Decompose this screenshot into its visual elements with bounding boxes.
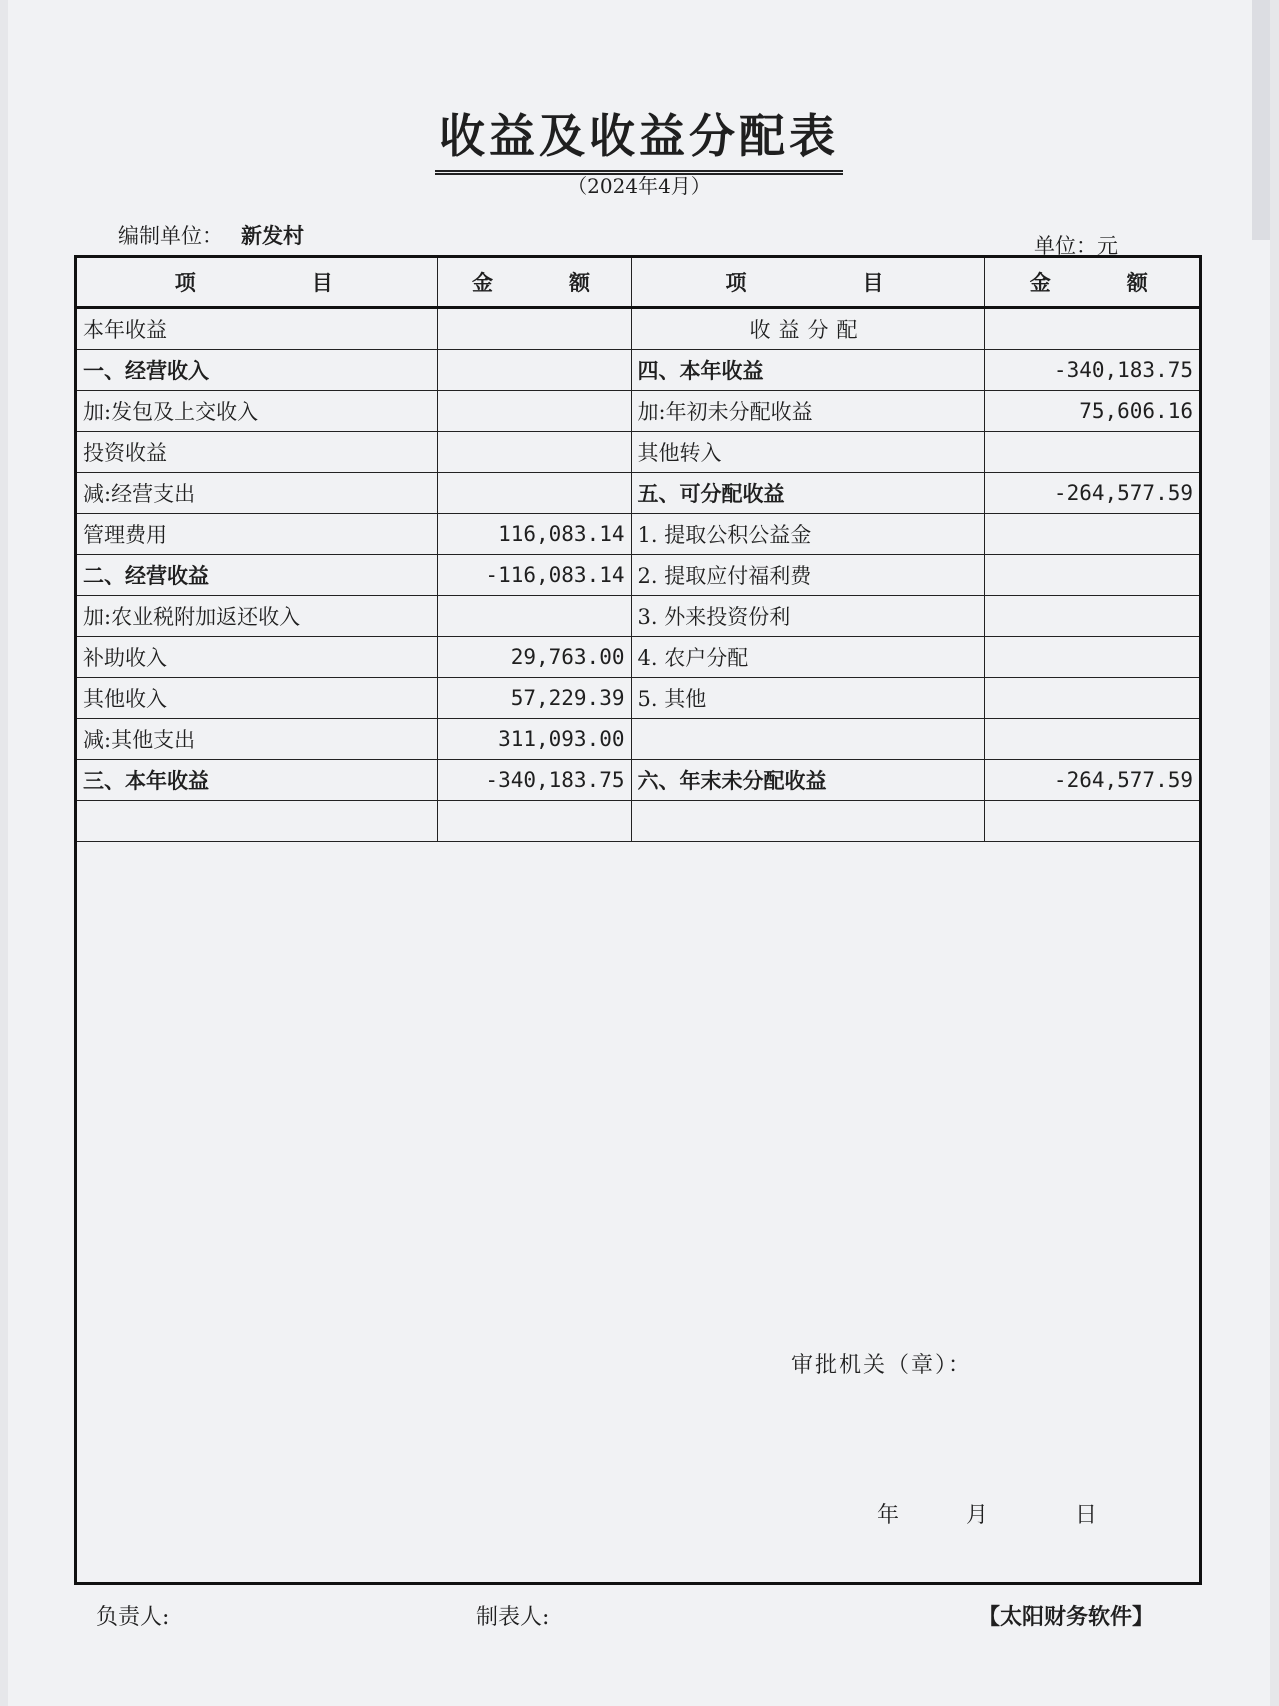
currency-unit: 单位：元 xyxy=(1034,234,1118,258)
left-amount xyxy=(437,391,631,432)
right-amount: 75,606.16 xyxy=(984,391,1199,432)
table-row xyxy=(77,514,1199,555)
left-amount xyxy=(437,432,631,473)
software-label: 【太阳财务软件】 xyxy=(978,1604,1155,1630)
left-amount: 116,083.14 xyxy=(437,514,631,555)
header-amount-left: 金 额 xyxy=(437,258,631,308)
left-amount: -116,083.14 xyxy=(437,555,631,596)
left-item: 减:经营支出 xyxy=(77,473,437,514)
right-amount xyxy=(984,678,1199,719)
report-period: （2024年4月） xyxy=(567,174,711,198)
right-item xyxy=(631,719,984,760)
left-item: 一、经营收入 xyxy=(77,350,437,391)
table-row xyxy=(77,473,1199,514)
left-amount xyxy=(437,473,631,514)
report-sheet xyxy=(8,0,1270,1706)
right-item xyxy=(631,801,984,842)
right-amount xyxy=(984,432,1199,473)
table-row xyxy=(77,555,1199,596)
right-amount xyxy=(984,801,1199,842)
approval-authority: 审批机关（章）： xyxy=(791,1353,973,1378)
date-year: 年 xyxy=(877,1503,900,1528)
preparer: 制表人: xyxy=(476,1605,550,1630)
table-row xyxy=(77,596,1199,637)
left-item: 加:发包及上交收入 xyxy=(77,391,437,432)
right-amount: -340,183.75 xyxy=(984,350,1199,391)
table-row xyxy=(77,391,1199,432)
left-amount xyxy=(437,596,631,637)
right-item: 加:年初未分配收益 xyxy=(631,391,984,432)
left-item: 投资收益 xyxy=(77,432,437,473)
right-item: 2. 提取应付福利费 xyxy=(631,555,984,596)
approval-date xyxy=(877,1498,1097,1529)
header-item-right: 项 目 xyxy=(631,258,984,308)
left-item: 其他收入 xyxy=(77,678,437,719)
right-item: 收益分配 xyxy=(631,308,984,350)
right-amount xyxy=(984,637,1199,678)
right-amount: -264,577.59 xyxy=(984,760,1199,801)
right-amount: -264,577.59 xyxy=(984,473,1199,514)
report-title-wrap xyxy=(8,100,1270,175)
table-row xyxy=(77,432,1199,473)
table-row xyxy=(77,308,1199,350)
header-item-left: 项 目 xyxy=(77,258,437,308)
left-amount xyxy=(437,308,631,350)
report-title: 收益及收益分配表 xyxy=(435,100,843,175)
right-item: 四、本年收益 xyxy=(631,350,984,391)
table-row xyxy=(77,760,1199,801)
left-amount xyxy=(437,801,631,842)
left-item: 补助收入 xyxy=(77,637,437,678)
date-day: 日 xyxy=(1075,1503,1098,1528)
left-item: 减:其他支出 xyxy=(77,719,437,760)
header-amount-right: 金 额 xyxy=(984,258,1199,308)
date-month: 月 xyxy=(966,1503,989,1528)
income-distribution-table xyxy=(77,258,1199,842)
table-row xyxy=(77,637,1199,678)
responsible-person: 负责人: xyxy=(96,1605,170,1630)
right-amount xyxy=(984,308,1199,350)
table-row xyxy=(77,350,1199,391)
left-item: 三、本年收益 xyxy=(77,760,437,801)
right-item: 4. 农户分配 xyxy=(631,637,984,678)
right-item: 3. 外来投资份利 xyxy=(631,596,984,637)
left-amount: 311,093.00 xyxy=(437,719,631,760)
right-item: 六、年末未分配收益 xyxy=(631,760,984,801)
left-amount: 29,763.00 xyxy=(437,637,631,678)
org-label: 编制单位： xyxy=(118,224,223,248)
table-row xyxy=(77,719,1199,760)
left-item: 本年收益 xyxy=(77,308,437,350)
table-row xyxy=(77,801,1199,842)
right-amount xyxy=(984,719,1199,760)
table-header-row xyxy=(77,258,1199,308)
right-item: 五、可分配收益 xyxy=(631,473,984,514)
left-amount: 57,229.39 xyxy=(437,678,631,719)
left-item: 二、经营收益 xyxy=(77,555,437,596)
right-amount xyxy=(984,514,1199,555)
right-item: 5. 其他 xyxy=(631,678,984,719)
org-name: 新发村 xyxy=(241,223,304,248)
report-frame xyxy=(74,255,1202,1585)
table-row xyxy=(77,678,1199,719)
org-line xyxy=(118,220,304,250)
left-amount: -340,183.75 xyxy=(437,760,631,801)
right-item: 1. 提取公积公益金 xyxy=(631,514,984,555)
left-item: 管理费用 xyxy=(77,514,437,555)
left-item xyxy=(77,801,437,842)
left-amount xyxy=(437,350,631,391)
left-item: 加:农业税附加返还收入 xyxy=(77,596,437,637)
right-item: 其他转入 xyxy=(631,432,984,473)
right-amount xyxy=(984,596,1199,637)
right-amount xyxy=(984,555,1199,596)
